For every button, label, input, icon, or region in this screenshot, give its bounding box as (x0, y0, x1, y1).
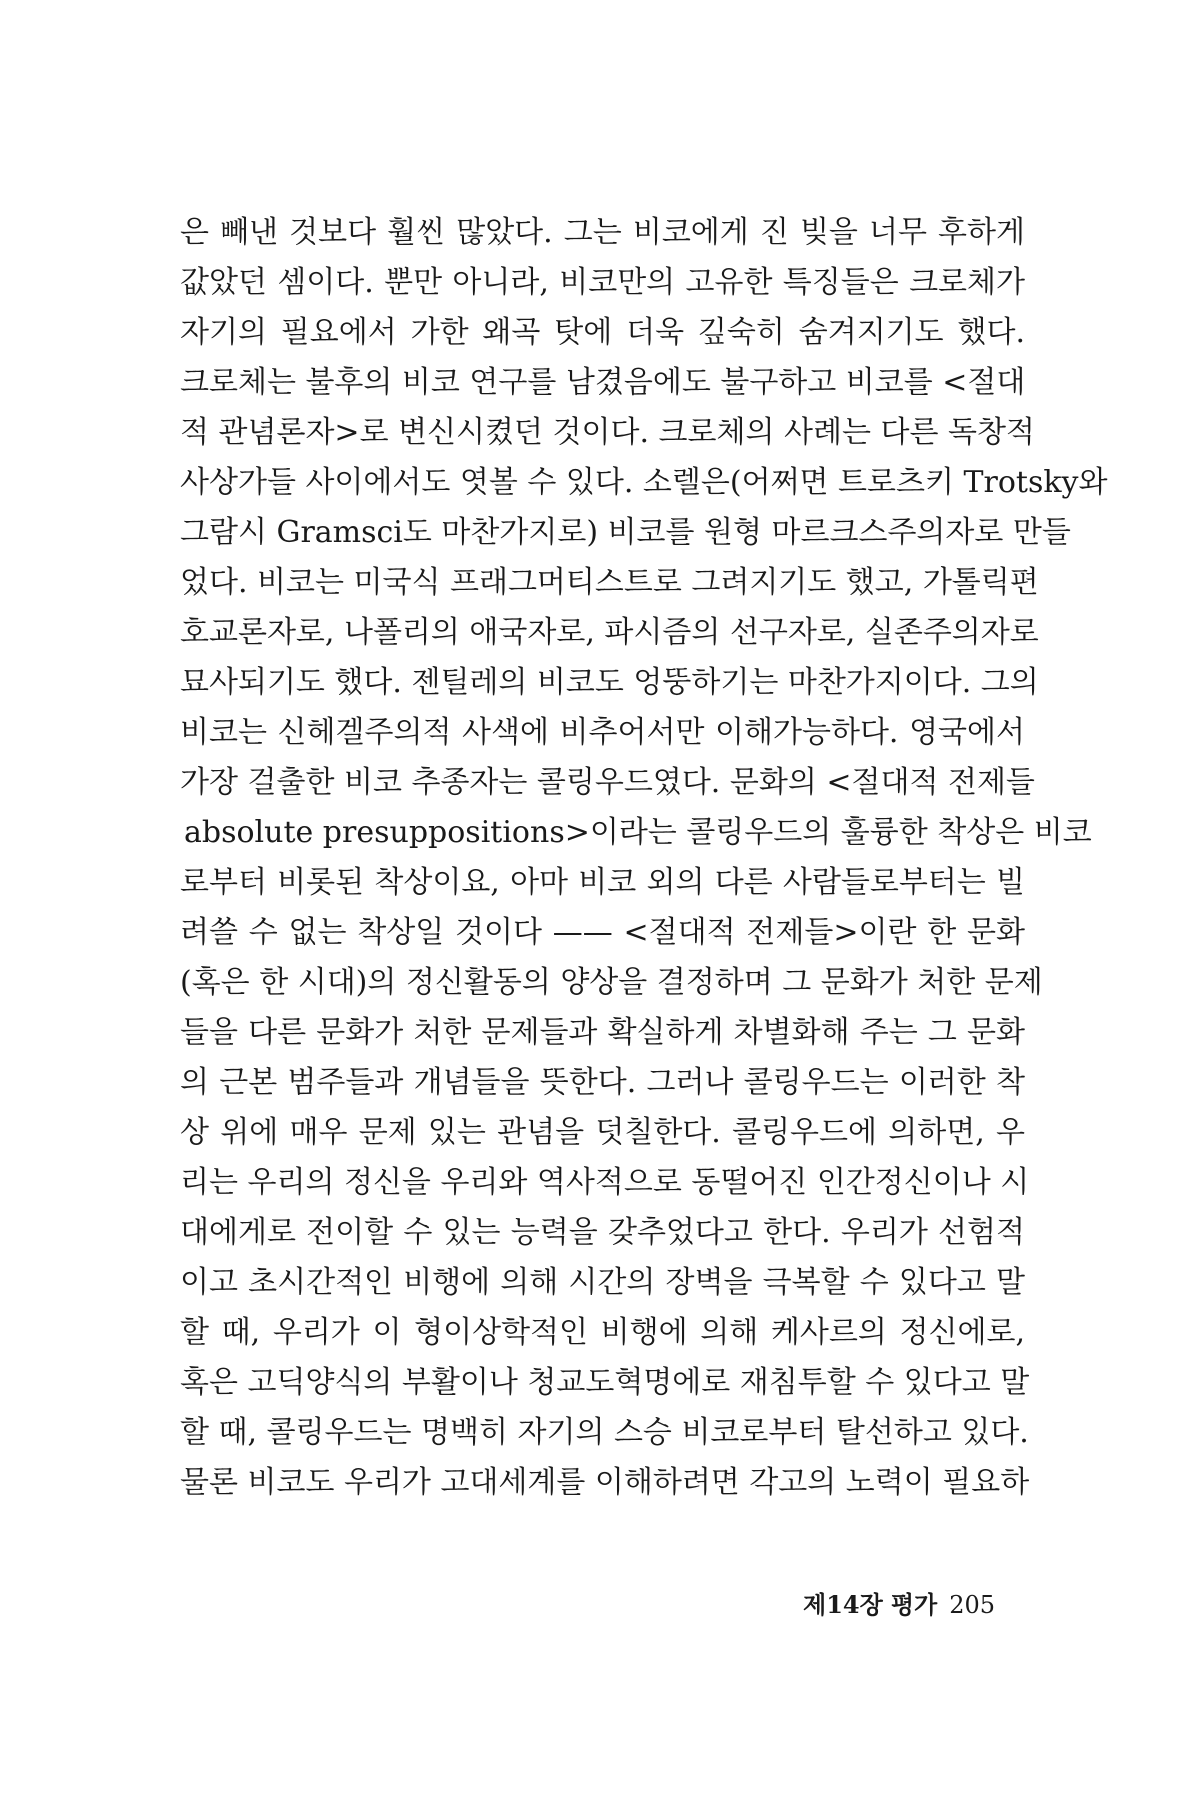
text-line: 할 때, 우리가 이 형이상학적인 비행에 의해 케사르의 정신에로, (180, 1315, 1025, 1350)
chapter-label: 제14장 (803, 1590, 883, 1619)
text-line: 은 빼낸 것보다 훨씬 많았다. 그는 비코에게 진 빚을 너무 후하게 (180, 215, 1025, 250)
text-line: 호교론자로, 나폴리의 애국자로, 파시즘의 선구자로, 실존주의자로 (180, 615, 1039, 650)
text-line: 혹은 고딕양식의 부활이나 청교도혁명에로 재침투할 수 있다고 말 (180, 1365, 1030, 1400)
text-line: 리는 우리의 정신을 우리와 역사적으로 동떨어진 인간정신이나 시 (180, 1165, 1030, 1200)
text-line: 값았던 셈이다. 뿐만 아니라, 비코만의 고유한 특징들은 크로체가 (180, 265, 1025, 300)
text-line: 려쓸 수 없는 착상일 것이다 —— <절대적 전제들>이란 한 문화 (180, 915, 1025, 950)
text-line: absolute presuppositions>이라는 콜링우드의 훌륭한 착상은 비코 (184, 815, 1092, 850)
text-line: 들을 다른 문화가 처한 문제들과 확실하게 차별화해 주는 그 문화 (180, 1015, 1025, 1050)
page-number: 205 (949, 1591, 995, 1619)
text-line: 크로체는 불후의 비코 연구를 남겼음에도 불구하고 비코를 <절대 (180, 365, 1026, 400)
text-line: 로부터 비롯된 착상이요, 아마 비코 외의 다른 사람들로부터는 빌 (180, 865, 1025, 900)
text-line: 이고 초시간적인 비행에 의해 시간의 장벽을 극복할 수 있다고 말 (180, 1265, 1025, 1300)
section-label: 평가 (890, 1590, 938, 1619)
text-line: 상 위에 매우 문제 있는 관념을 덧칠한다. 콜링우드에 의하면, 우 (180, 1115, 1025, 1150)
text-line: 할 때, 콜링우드는 명백히 자기의 스승 비코로부터 탈선하고 있다. (180, 1415, 1029, 1450)
text-line: 대에게로 전이할 수 있는 능력을 갖추었다고 한다. 우리가 선험적 (180, 1215, 1025, 1250)
text-line: 그람시 Gramsci도 마찬가지로) 비코를 원형 마르크스주의자로 만들 (180, 515, 1071, 550)
text-line: 비코는 신헤겔주의적 사색에 비추어서만 이해가능하다. 영국에서 (180, 715, 1025, 750)
text-line: 가장 걸출한 비코 추종자는 콜링우드였다. 문화의 <절대적 전제들 (180, 765, 1035, 800)
text-line: 묘사되기도 했다. 젠틸레의 비코도 엉뚱하기는 마찬가지이다. 그의 (180, 665, 1039, 700)
text-line: 었다. 비코는 미국식 프래그머티스트로 그려지기도 했고, 가톨릭편 (180, 565, 1039, 600)
text-line: (혹은 한 시대)의 정신활동의 양상을 결정하며 그 문화가 처한 문제 (180, 965, 1043, 1000)
body-text (180, 208, 1108, 1508)
text-line: 의 근본 범주들과 개념들을 뜻한다. 그러나 콜링우드는 이러한 착 (180, 1065, 1025, 1100)
text-line: 사상가들 사이에서도 엿볼 수 있다. 소렐은(어쩌면 트로츠키 Trotsky와 (180, 465, 1108, 500)
text-line: 적 관념론자>로 변신시켰던 것이다. 크로체의 사례는 다른 독창적 (180, 415, 1035, 450)
page-footer (795, 1585, 995, 1620)
text-line: 물론 비코도 우리가 고대세계를 이해하려면 각고의 노력이 필요하 (180, 1465, 1030, 1500)
text-line: 자기의 필요에서 가한 왜곡 탓에 더욱 깊숙히 숨겨지기도 했다. (180, 315, 1025, 350)
